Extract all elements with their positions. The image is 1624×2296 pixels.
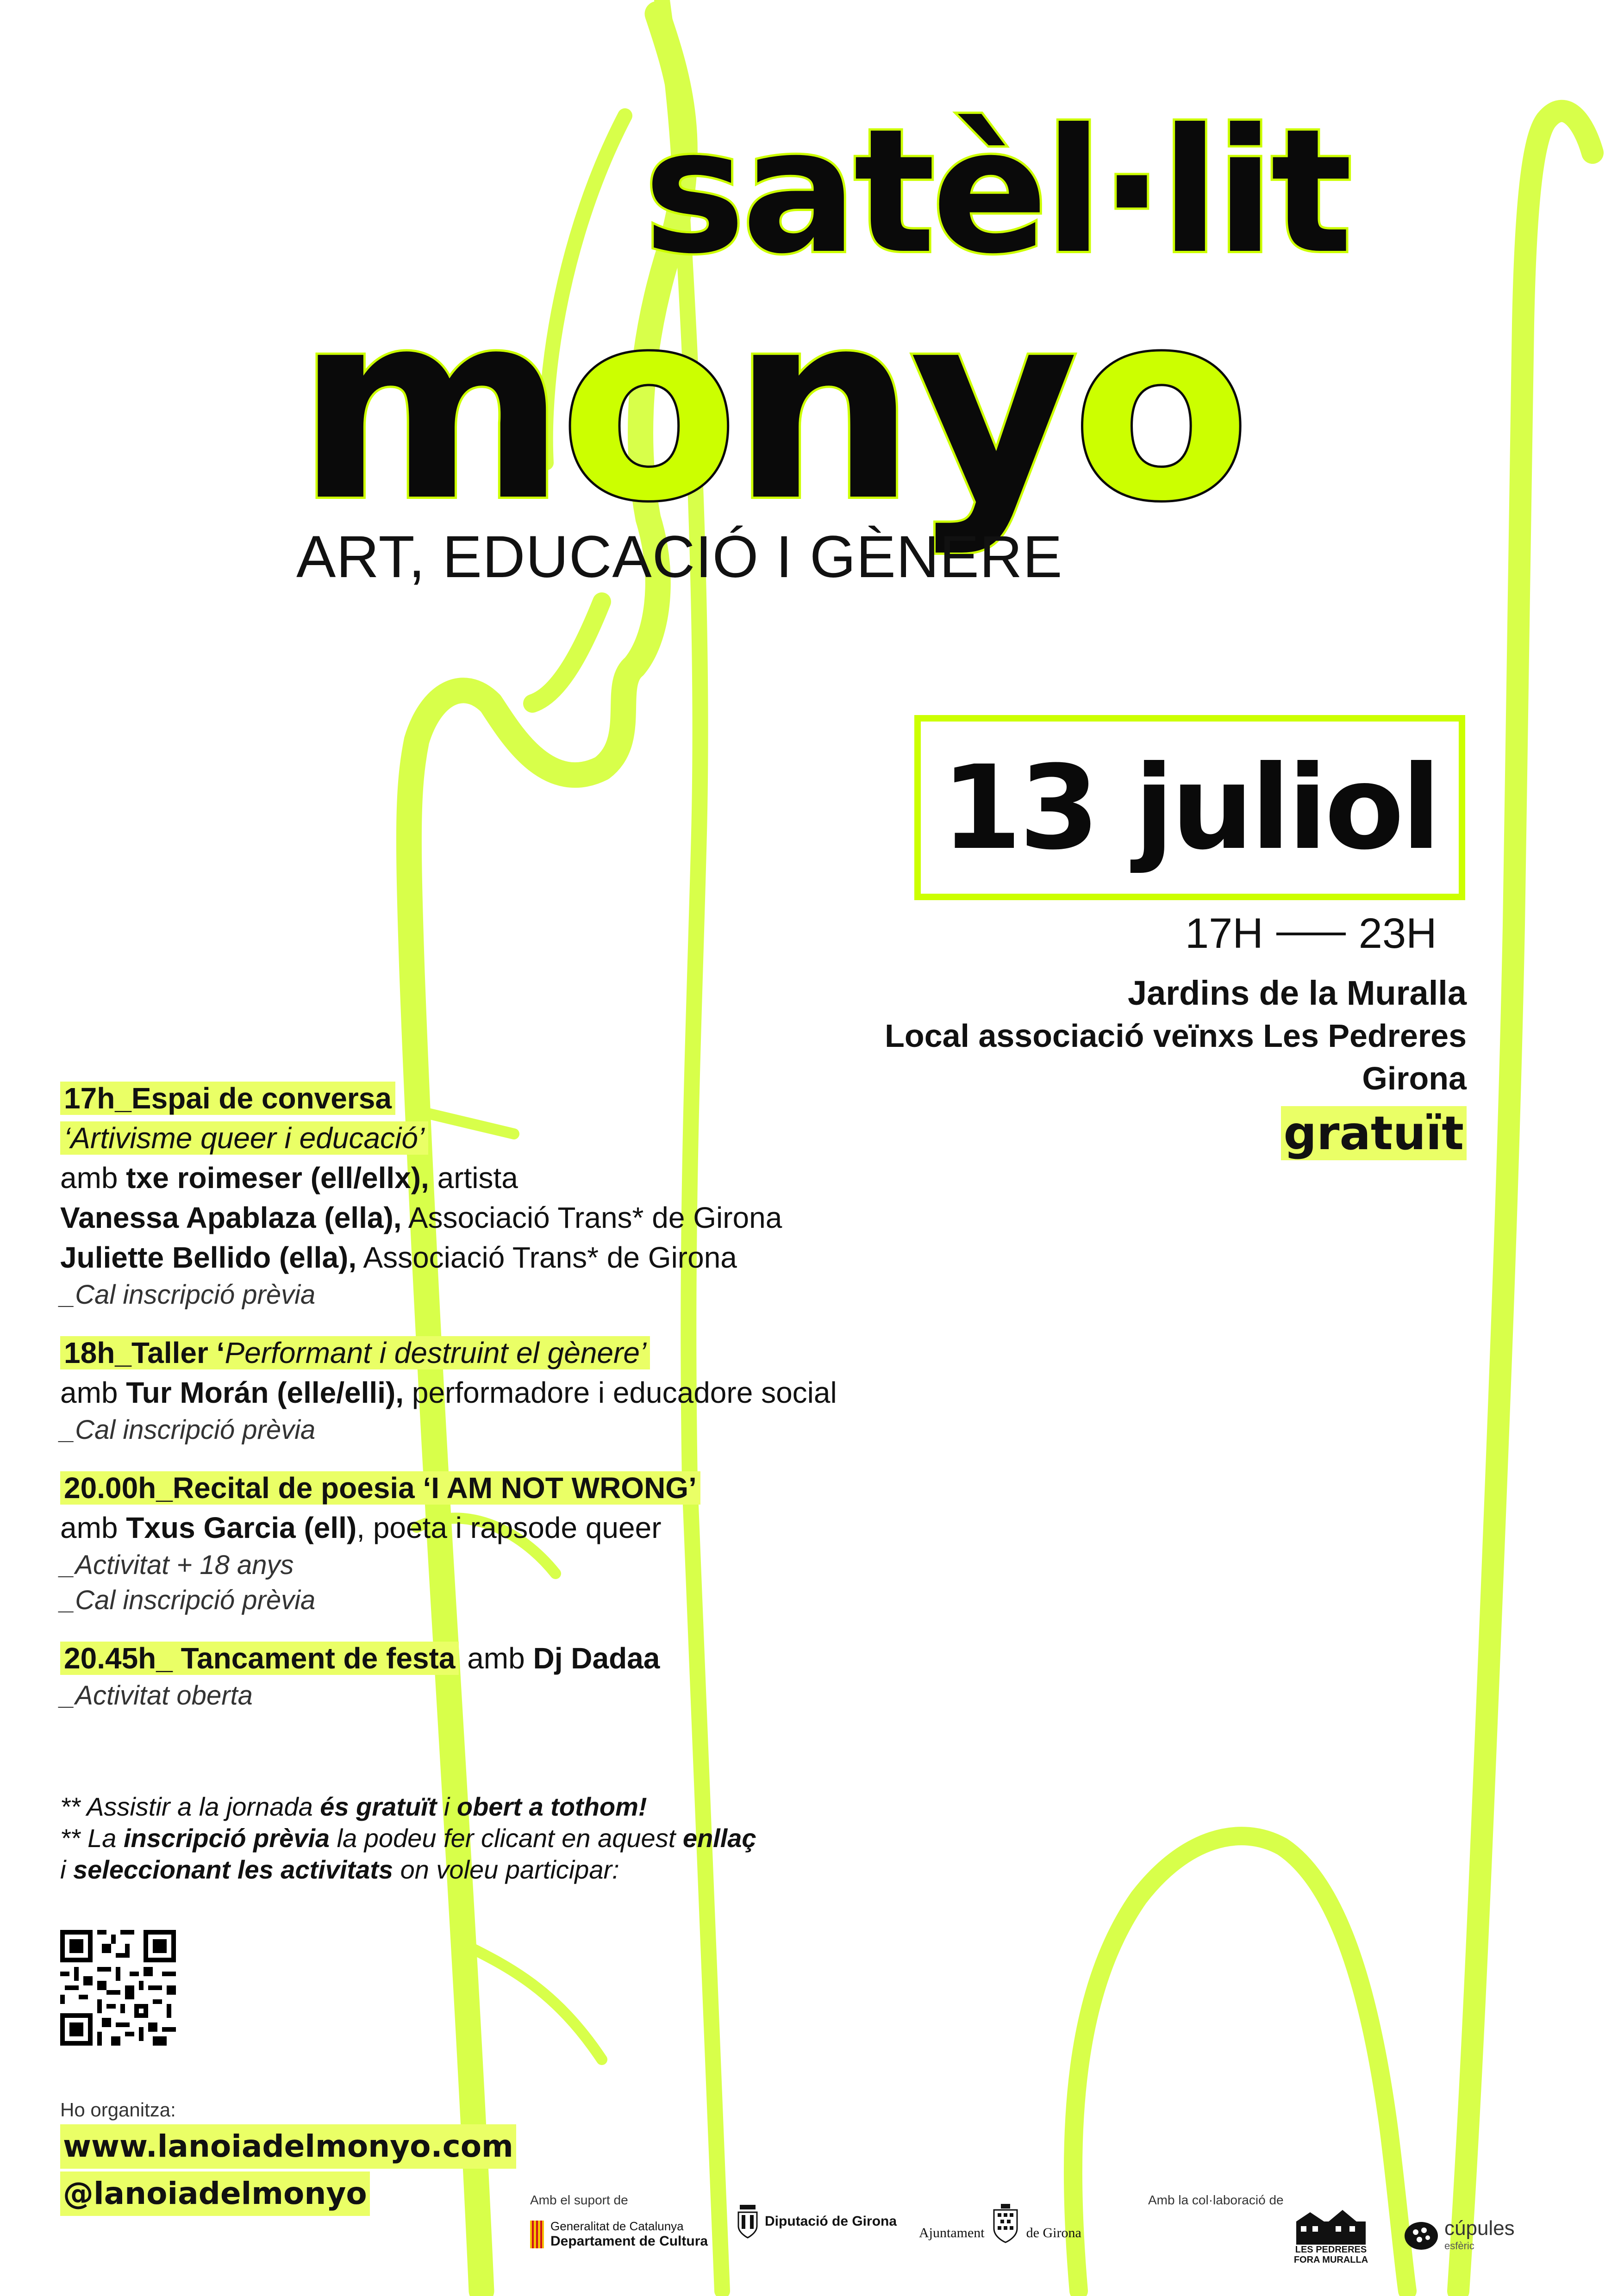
- program-heading: 18h_Taller ‘: [64, 1336, 225, 1369]
- program-item: [60, 1468, 837, 1618]
- registration-link[interactable]: enllaç: [682, 1823, 756, 1853]
- program-title: ‘Artivisme queer i educació’: [60, 1121, 428, 1155]
- cupules-sub: esfèric: [1444, 2240, 1474, 2252]
- venue: [885, 972, 1467, 1100]
- program-item: 20.45h_ Tancament de festa amb Dj Dadaa _Activitat oberta: [60, 1638, 837, 1713]
- qr-code[interactable]: [60, 1930, 176, 2046]
- program-item: [60, 1078, 837, 1313]
- title-letter-o: o: [560, 256, 732, 558]
- program-person: amb Tur Morán (elle/elli), performadore i educadore social: [60, 1376, 837, 1409]
- pedreres-logo: [1292, 2208, 1370, 2265]
- gencat-line2: Departament de Cultura: [550, 2234, 708, 2249]
- title-letter: n: [731, 256, 910, 558]
- program-note: _Activitat oberta: [60, 1680, 253, 1711]
- footnote-line: ** Assistir a la jornada és gratuït i obert a tothom!: [60, 1792, 647, 1821]
- ajuntament-word: Ajuntament: [919, 2225, 985, 2240]
- diputacio-logo: [736, 2203, 897, 2240]
- title-satellit: satèl·lit: [643, 93, 1349, 292]
- ajuntament-logo: [919, 2203, 1081, 2245]
- event-time: [1185, 909, 1437, 958]
- venue-line: Local associació veïnxs Les Pedreres: [885, 1018, 1467, 1054]
- support-label: Amb el suport de: [530, 2193, 628, 2207]
- time-end: 23H: [1358, 910, 1437, 957]
- cupules-logo: [1403, 2217, 1515, 2252]
- program-item: [60, 1333, 837, 1448]
- cupules-dome-icon: [1403, 2218, 1440, 2251]
- organizer-label: Ho organitza:: [60, 2099, 176, 2121]
- price-badge: gratuït: [1281, 1106, 1467, 1160]
- title-letter: y: [909, 256, 1072, 558]
- gencat-logo: [530, 2219, 708, 2249]
- time-dash: [1276, 933, 1346, 935]
- date-box: [914, 715, 1465, 900]
- gencat-line1: Generalitat de Catalunya: [550, 2219, 684, 2233]
- cupules-name: cúpules: [1444, 2217, 1515, 2240]
- program-person: amb Txus Garcia (ell), poeta i rapsode queer: [60, 1511, 662, 1544]
- program-person: Juliette Bellido (ella), Associació Trans* de Girona: [60, 1241, 737, 1274]
- program-heading: 20.00h_Recital de poesia ‘I AM NOT WRONG’: [60, 1471, 700, 1505]
- program-heading: 17h_Espai de conversa: [60, 1082, 395, 1115]
- drawing-hand-outline: [532, 602, 602, 703]
- program-note: _Cal inscripció prèvia: [60, 1415, 316, 1445]
- ajuntament-city: de Girona: [1026, 2225, 1081, 2240]
- program-note: _Activitat + 18 anys: [60, 1550, 294, 1580]
- dj-name: Dj Dadaa: [533, 1642, 660, 1675]
- program-note: _Cal inscripció prèvia: [60, 1585, 316, 1615]
- event-date: 13 juliol: [941, 740, 1438, 875]
- pedreres-line2: FORA MURALLA: [1293, 2255, 1368, 2265]
- drawing-right-leg: [1458, 111, 1593, 2291]
- footnotes: [60, 1791, 756, 1885]
- subtitle: ART, EDUCACIÓ I GÈNERE: [296, 524, 1063, 590]
- girona-crest-icon: [989, 2203, 1022, 2245]
- title-letter-o: o: [1072, 256, 1244, 558]
- organizer-links: [60, 2124, 516, 2219]
- pedreres-building-icon: [1292, 2208, 1370, 2245]
- instagram-handle[interactable]: @lanoiadelmonyo: [60, 2172, 370, 2216]
- program: [60, 1078, 837, 1734]
- pedreres-line1: LES PEDRERES: [1295, 2245, 1367, 2255]
- diputacio-name: Diputació de Girona: [765, 2214, 897, 2229]
- venue-line: Jardins de la Muralla: [1127, 974, 1467, 1012]
- footnote-line: ** La inscripció prèvia la podeu fer clicant en aquest enllaç: [60, 1823, 756, 1853]
- venue-line: Girona: [1362, 1060, 1467, 1096]
- program-heading: 20.45h_ Tancament de festa: [60, 1642, 459, 1675]
- program-title: Performant i destruint el gènere’: [225, 1336, 647, 1369]
- time-start: 17H: [1185, 910, 1263, 957]
- footnote-line: i seleccionant les activitats on voleu participar:: [60, 1855, 619, 1884]
- program-person: Vanessa Apablaza (ella), Associació Trans* de Girona: [60, 1201, 782, 1234]
- program-note: _Cal inscripció prèvia: [60, 1280, 316, 1310]
- senyera-icon: [530, 2221, 544, 2248]
- title-letter: m: [296, 256, 560, 558]
- program-person: amb txe roimeser (ell/ellx), artista: [60, 1161, 518, 1195]
- website-link[interactable]: www.lanoiadelmonyo.com: [60, 2124, 516, 2169]
- collab-label: Amb la col·laboració de: [1148, 2193, 1284, 2207]
- diputacio-shield-icon: [736, 2203, 759, 2240]
